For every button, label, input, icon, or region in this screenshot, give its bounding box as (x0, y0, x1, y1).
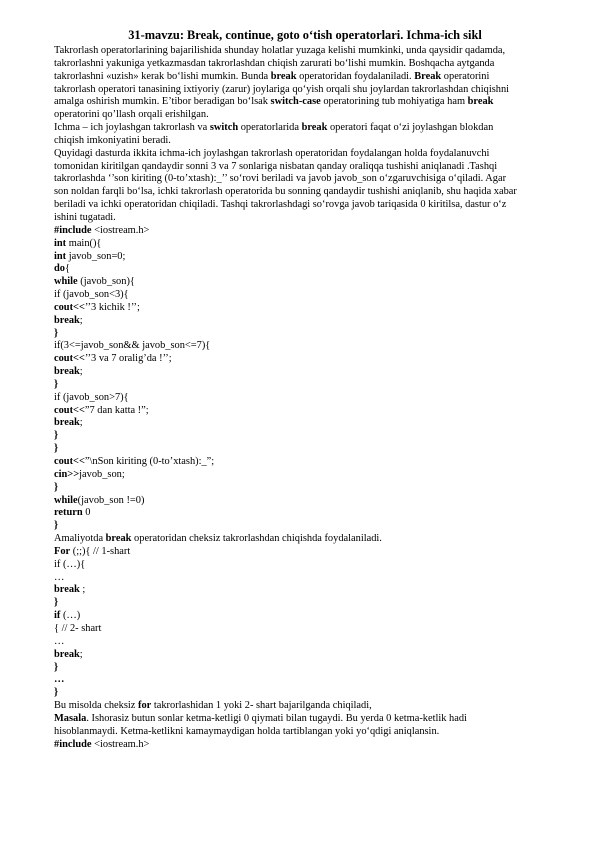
bold-text-run: return (54, 507, 83, 519)
text-line (54, 315, 556, 328)
text-run: takrorlashda ‘’son kiriting (0-to’xtash):_’’ so‘rovi beriladi va javob javob_son o‘zgaruvchisiga o‘qiladi. Agar (54, 173, 507, 185)
document-page (54, 28, 556, 751)
bold-text-run: For (54, 545, 71, 557)
text-run: ; (79, 584, 86, 596)
bold-text-run: cout<< (54, 301, 85, 313)
bold-text-run: } (54, 378, 59, 390)
text-line (54, 135, 556, 148)
text-line (54, 405, 556, 418)
bold-text-run: while (54, 494, 78, 506)
text-line (54, 443, 556, 456)
text-run: { (64, 263, 70, 275)
text-line (54, 597, 556, 610)
text-run: chiqish imkoniyatini beradi. (54, 134, 171, 146)
text-run: son noldan farqli bo‘lsa, ichki takrorlash operatorida bu sonning qandaydir tushishi aniqlanib, shu haqida xabar (54, 186, 517, 198)
text-line (54, 186, 556, 199)
text-run: Bu misolda cheksiz (54, 700, 138, 712)
bold-text-run: } (54, 443, 59, 455)
bold-text-run: cout<< (54, 456, 85, 467)
text-line (54, 353, 556, 366)
bold-text-run: } (54, 520, 59, 532)
bold-text-run: switch (209, 122, 239, 134)
text-run: ; (79, 366, 83, 378)
text-run: if (javob_son>7){ (54, 391, 129, 403)
text-line (54, 739, 556, 752)
bold-text-run: break (270, 70, 297, 82)
bold-text-run: Break (414, 70, 442, 82)
text-run: ”7 dan katta !”; (84, 404, 149, 416)
bold-text-run: break (54, 366, 80, 378)
text-run: <iostream.h> (91, 224, 150, 236)
text-run: ’’3 va 7 oralig’da !’’; (84, 353, 172, 365)
text-line (54, 173, 556, 186)
bold-text-run: } (54, 481, 59, 493)
text-run: operatorining tub mohiyatiga ham (320, 96, 468, 108)
text-run: <iostream.h> (91, 738, 150, 750)
document-body (54, 45, 556, 751)
text-line (54, 726, 556, 739)
text-line (54, 289, 556, 302)
text-line (54, 469, 556, 482)
text-run: ’’3 kichik !’’; (84, 301, 140, 313)
text-line (54, 713, 556, 726)
text-run: ; (79, 314, 83, 326)
bold-text-run: if (54, 610, 61, 622)
text-run: takrorlash operatori tanasining ixtiyoriy (zarur) joylariga qo‘yish orqali shu joylardan takrorlashdan chiqishni (54, 83, 510, 95)
bold-text-run: #include (54, 224, 92, 236)
text-run: amalga oshirish mumkin. E’tibor beradigan bo‘lsak (54, 96, 271, 108)
text-line (54, 58, 556, 71)
text-line (54, 584, 556, 597)
text-line (54, 122, 556, 135)
bold-text-run: for (137, 700, 152, 712)
text-line (54, 662, 556, 675)
text-line (54, 546, 556, 559)
text-run: beriladi va ichki operatoridan chiqiladi. Tashqi takrorlashdagi so‘rovga javob tariqasida 0 kiritilsa, dastur o‘z (54, 199, 507, 211)
text-line (54, 366, 556, 379)
text-line (54, 687, 556, 700)
text-line (54, 533, 556, 546)
text-run: ; (79, 648, 83, 660)
text-line (54, 238, 556, 251)
text-run: … (54, 635, 65, 647)
text-line (54, 148, 556, 161)
bold-text-run: } (54, 430, 59, 442)
text-line (54, 392, 556, 405)
bold-text-run: #include (54, 738, 92, 750)
bold-text-run: } (54, 327, 59, 339)
bold-text-run: cin>> (54, 468, 80, 480)
text-line (54, 507, 556, 520)
bold-text-run: int (54, 250, 67, 262)
text-run: (;;){ // 1-shart (70, 545, 131, 557)
text-run: … (54, 571, 65, 583)
text-line (54, 328, 556, 341)
text-line (54, 572, 556, 585)
text-line (54, 674, 556, 687)
text-run: operatoridan cheksiz takrorlashdan chiqishda foydalaniladi. (131, 533, 382, 545)
text-run: takrorlashidan 1 yoki 2- shart bajarilganda chiqiladi, (151, 700, 372, 712)
text-line (54, 559, 556, 572)
text-run: Amaliyotda (54, 533, 106, 545)
text-line (54, 379, 556, 392)
bold-text-run: break (54, 648, 80, 660)
text-run: (javob_son){ (77, 276, 135, 288)
text-line (54, 482, 556, 495)
text-run: operatoridan foydalaniladi. (296, 70, 415, 82)
text-line (54, 456, 556, 469)
text-line (54, 96, 556, 109)
text-run: if (…){ (54, 558, 86, 570)
text-line (54, 700, 556, 713)
text-line (54, 430, 556, 443)
text-run: . Ishorasiz butun sonlar ketma-ketligi 0 qiymati bilan tugaydi. Bu yerda 0 ketma-ketlik hadi (86, 712, 467, 724)
text-line (54, 276, 556, 289)
text-line (54, 520, 556, 533)
text-run: 0 (82, 507, 91, 519)
bold-text-run: break (105, 533, 132, 545)
bold-text-run: cout<< (54, 353, 85, 365)
text-line (54, 263, 556, 276)
bold-text-run: … (54, 674, 65, 686)
bold-text-run: while (54, 276, 78, 288)
bold-text-run: break (54, 584, 80, 596)
text-run: javob_son; (79, 468, 125, 480)
text-line (54, 109, 556, 122)
text-run: ”\nSon kiriting (0-to’xtash):_”; (84, 456, 215, 467)
text-run: if(3<=javob_son&& javob_son<=7){ (54, 340, 211, 352)
bold-text-run: break (467, 96, 494, 108)
text-run: ishini tugatadi. (54, 211, 116, 223)
text-line (54, 340, 556, 353)
text-line (54, 161, 556, 174)
text-line (54, 417, 556, 430)
text-run: operatori faqat o‘zi joylashgan blokdan (327, 122, 494, 134)
text-line (54, 212, 556, 225)
bold-text-run: break (301, 122, 328, 134)
text-line (54, 636, 556, 649)
text-run: operatorini qo’llash orqali erishilgan. (54, 109, 209, 121)
text-run: takrorlashni yakuniga yetkazmasdan takrorlashdan chiqish zarurati bo‘lishi mumkin. Boshqacha aytganda (54, 57, 495, 69)
bold-text-run: } (54, 661, 59, 673)
bold-text-run: } (54, 687, 59, 699)
text-run: if (javob_son<3){ (54, 289, 129, 301)
text-run: Quyidagi dasturda ikkita ichma-ich joylashgan takrorlash operatoridan foydalangan holda foydalanuvchi (54, 147, 490, 159)
text-line (54, 45, 556, 58)
text-line (54, 623, 556, 636)
text-run: Ichma – ich joylashgan takrorlash va (54, 122, 210, 134)
document-title: 31-mavzu: Break, continue, goto o‘tish operatorlari. Ichma-ich sikl (128, 28, 482, 42)
text-run: { // 2- shart (54, 622, 102, 634)
text-line (54, 649, 556, 662)
text-line (54, 199, 556, 212)
text-run: javob_son=0; (66, 250, 126, 262)
text-line (54, 251, 556, 264)
text-run: operatorini (441, 70, 490, 82)
text-run: takrorlashni «uzish» kerak bo‘lishi mumkin. Bunda (54, 70, 271, 82)
bold-text-run: break (54, 417, 80, 429)
text-line (54, 71, 556, 84)
text-run: operatorlarida (238, 122, 302, 134)
text-run: (javob_son !=0) (77, 494, 145, 506)
text-run: tomonidan kiritilgan qandaydir sonni 3 va 7 sonlariga nisbatan qanday oraliqqa tushishi aniqlanadi .Tashqi (54, 160, 498, 172)
text-line (54, 302, 556, 315)
text-line (54, 225, 556, 238)
bold-text-run: cout<< (54, 404, 85, 416)
text-run: hisoblanmaydi. Ketma-ketlikni kamaymaydigan holda tartiblangan yoki yo‘qdigi aniqlansin. (54, 725, 440, 737)
text-run: main(){ (66, 237, 102, 249)
text-line (54, 495, 556, 508)
bold-text-run: do (54, 263, 65, 275)
bold-text-run: switch-case (270, 96, 321, 108)
text-run: ; (79, 417, 83, 429)
text-line (54, 610, 556, 623)
bold-text-run: int (54, 237, 67, 249)
text-run: (…) (60, 610, 81, 622)
text-run: Takrorlash operatorlarining bajarilishida shunday holatlar yuzaga kelishi mumkinki, unda qaysidir qadamda, (54, 45, 506, 56)
bold-text-run: Masala (54, 712, 87, 724)
bold-text-run: } (54, 597, 59, 609)
bold-text-run: break (54, 314, 80, 326)
text-line (54, 84, 556, 97)
